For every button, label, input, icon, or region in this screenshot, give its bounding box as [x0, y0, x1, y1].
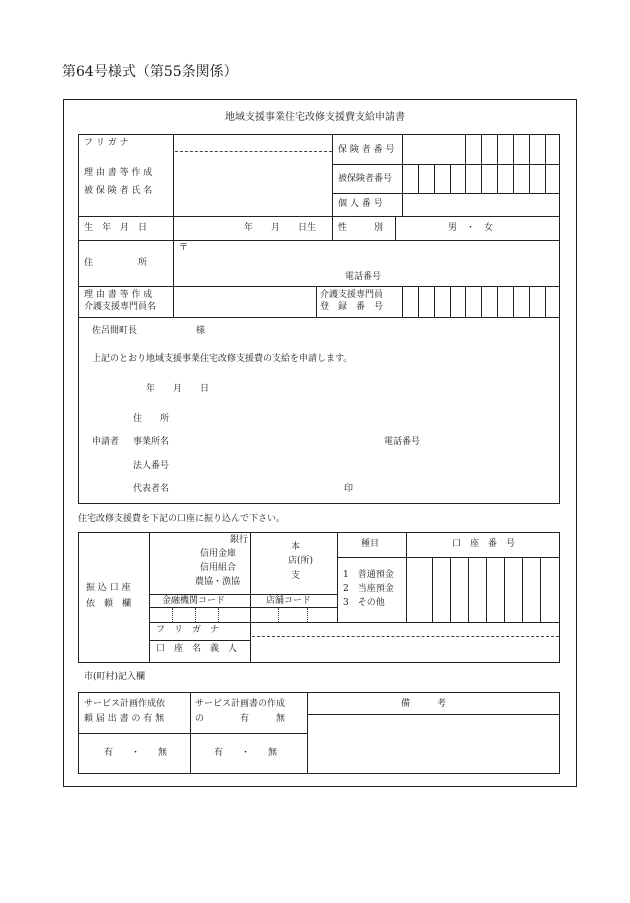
- care-manager-no-label-2: 登 録 番 号: [320, 302, 384, 312]
- office-name-label: 事業所名: [133, 437, 170, 447]
- furigana-field[interactable]: [176, 136, 330, 149]
- care-manager-no-label-1: 介護支援専門員: [320, 290, 384, 300]
- kind-ordinary[interactable]: 1 普通預金: [343, 570, 394, 580]
- plan-request-label-1: サービス計画作成依: [84, 699, 166, 709]
- bank-type-shinkin: 信用金庫: [200, 549, 237, 559]
- kind-current[interactable]: 2 当座預金: [343, 584, 394, 594]
- name-label-line1: 理 由 書 等 作 成: [84, 168, 153, 178]
- municipality-heading: 市(町村)記入欄: [84, 672, 146, 682]
- account-number-field[interactable]: [407, 558, 559, 621]
- insured-name-field[interactable]: [176, 155, 330, 213]
- plan-creation-label-1: サービス計画書の作成: [195, 699, 286, 709]
- application-statement: 上記のとおり地域支援事業住宅改修支援費の支給を申請します。: [92, 354, 353, 364]
- care-manager-name-field[interactable]: [175, 288, 314, 316]
- insured-number-field[interactable]: [403, 165, 559, 192]
- applicant-label: 申請者: [92, 437, 120, 447]
- sex-choice[interactable]: 男 ・ 女: [448, 223, 494, 233]
- bank-intro: 住宅改修支援費を下記の口座に振り込んで下さい。: [78, 514, 286, 524]
- bank-side-label-1: 振 込 口 座: [86, 583, 131, 593]
- applicant-phone-label: 電話番号: [384, 437, 421, 447]
- form-title: 地域支援事業住宅改修支援費支給申請書: [225, 112, 405, 123]
- addressee-honorific: 様: [196, 326, 206, 336]
- care-manager-number-field[interactable]: [403, 287, 559, 316]
- holder-furigana-label: フ リ ガ ナ: [156, 625, 220, 635]
- institution-code-field[interactable]: [150, 608, 249, 621]
- remarks-label: 備 考: [401, 699, 447, 709]
- branch-office: 店(所): [288, 556, 314, 566]
- application-date[interactable]: 年 月 日: [146, 384, 210, 394]
- account-number-header: 口 座 番 号: [452, 539, 516, 549]
- remarks-field[interactable]: [309, 716, 559, 773]
- seal-mark: 印: [344, 484, 354, 494]
- bank-side-label-2: 依 頼 欄: [86, 599, 132, 609]
- addressee: 佐呂間町長: [92, 326, 138, 336]
- personal-number-label: 個 人 番 号: [338, 199, 383, 209]
- institution-code-label: 金融機関コード: [162, 596, 226, 606]
- bank-name-field[interactable]: [152, 535, 196, 592]
- account-kind-header: 種目: [361, 539, 380, 549]
- bank-type-nokyo: 農協・漁協: [195, 577, 241, 587]
- branch-code-field[interactable]: [251, 608, 336, 621]
- bank-type-bank: 銀行: [229, 535, 248, 545]
- branch-name-field[interactable]: [253, 535, 287, 592]
- holder-furigana-field[interactable]: [252, 624, 559, 634]
- form-number: 第64号様式（第55条関係）: [62, 64, 238, 80]
- care-manager-name-label-2: 介護支援専門員名: [84, 302, 157, 312]
- insured-number-label: 被保険者番号: [338, 174, 393, 184]
- plan-creation-choice[interactable]: 有 ・ 無: [214, 748, 278, 758]
- insurer-number-label: 保 険 者 番 号: [338, 145, 395, 155]
- furigana-label: フ リ ガ ナ: [84, 138, 129, 148]
- plan-request-choice[interactable]: 有 ・ 無: [104, 748, 168, 758]
- postal-mark: 〒: [179, 243, 189, 253]
- account-holder-field[interactable]: [252, 638, 559, 662]
- account-holder-label: 口 座 名 義 人: [156, 644, 238, 654]
- sex-label: 性 別: [338, 223, 384, 233]
- applicant-address-label: 住 所: [133, 414, 170, 424]
- applicant-details-field[interactable]: [190, 410, 550, 498]
- corporate-number-label: 法人番号: [133, 461, 170, 471]
- address-field[interactable]: [190, 242, 555, 270]
- plan-creation-label-2: の 有 無: [195, 714, 286, 724]
- insurer-number-field[interactable]: [403, 135, 559, 163]
- branch-main: 本: [291, 542, 301, 552]
- bank-type-shinkumi: 信用組合: [200, 563, 237, 573]
- personal-number-field[interactable]: [403, 194, 559, 215]
- birth-date-value[interactable]: 年 月 日生: [244, 223, 317, 233]
- care-manager-name-label-1: 理 由 書 等 作 成: [84, 290, 153, 300]
- kind-other[interactable]: 3 その他: [343, 598, 385, 608]
- representative-label: 代表者名: [133, 484, 170, 494]
- plan-request-label-2: 頼 届 出 書 の 有 無: [84, 714, 165, 724]
- birth-date-label: 生 年 月 日: [84, 223, 148, 233]
- phone-label: 電話番号: [345, 272, 382, 282]
- branch-code-label: 店舗コード: [266, 596, 312, 606]
- branch-sub: 支: [291, 571, 301, 581]
- address-label: 住 所: [84, 258, 148, 268]
- name-label-line2: 被 保 険 者 氏 名: [84, 186, 153, 196]
